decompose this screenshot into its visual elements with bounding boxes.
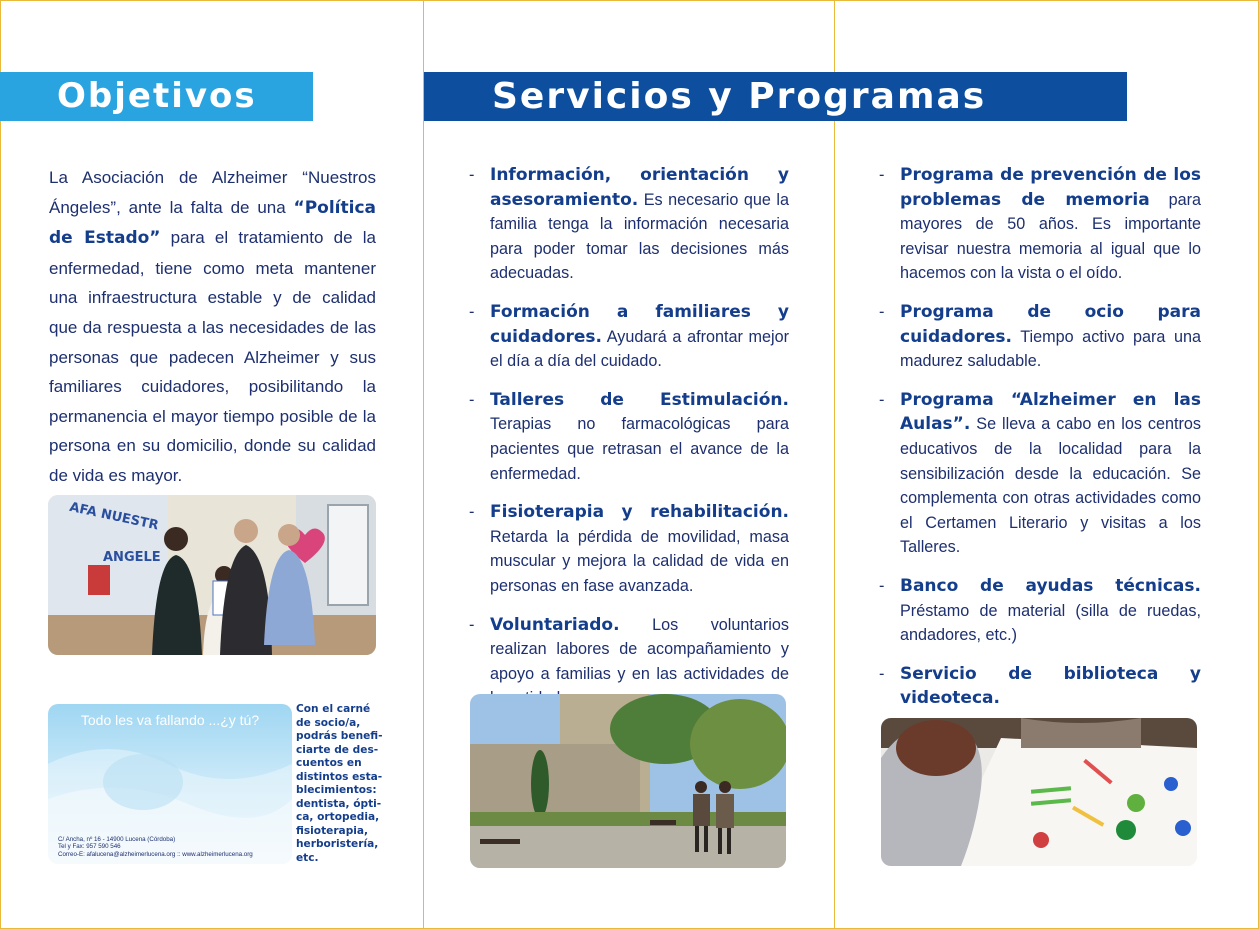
card-note: Con el carné de socio/a, podrás benefi- ciarte de des- cuentos en distintos esta- blecimientos: dentista, ópti- ca, ortopedia, fisioterapia, herboristería, etc. (296, 703, 383, 864)
list-dash: - (469, 615, 475, 634)
intro-text-1: La Asociación de Alzheimer “Nuestros Ángeles”, ante la falta de una (49, 168, 376, 217)
list-dash: - (879, 166, 885, 184)
service-text: Los voluntarios realizan labores de acompañamiento y apoyo a familias y en las actividades de (490, 615, 789, 683)
service-title: Información, orientación y asesoramiento. (490, 165, 789, 210)
list-dash: - (879, 390, 885, 409)
sign-line-1: AFA NUESTR (68, 499, 160, 534)
intro-text-2: para el tratamiento de la enfermedad, tiene como meta mantener una infraestructura estable y de calidad que da respuesta a las necesidades de las personas que padecen Alzheimer y sus familiares cuidadores, posibilitando la permanencia el mayor tiempo posible de la persona en su domicilio, donde su calidad de vida es mayor. (49, 228, 376, 485)
services-middle-list (469, 163, 789, 711)
service-text: Tiempo activo para una madurez saludable. (900, 327, 1201, 371)
service-text: Se lleva a cabo en los centros educativos de la localidad para la sensibilización desde la educación. Se complementa con otras actividades como el Certamen Literario y visitas a los Talleres. (900, 415, 1201, 557)
service-title: Banco de ayudas técnicas. (900, 575, 1201, 596)
service-item (879, 662, 1201, 711)
card-phone: Tel y Fax: 957 590 546 (58, 843, 121, 851)
service-title: Formación a familiares y cuidadores. (490, 301, 789, 347)
services-right-list (879, 163, 1201, 711)
workshop-photo (881, 718, 1197, 866)
service-text: Préstamo de material (silla de ruedas, andadores, etc.) (900, 601, 1201, 645)
list-dash: - (879, 664, 885, 683)
card-address: C/ Ancha, nº 16 - 14900 Lucena (Córdoba) (58, 836, 176, 843)
service-title: Servicio de biblioteca y videoteca. (900, 663, 1201, 709)
objetivos-banner: Objetivos (0, 72, 313, 121)
list-dash: - (469, 166, 475, 184)
intro-paragraph (49, 163, 376, 491)
service-item (879, 388, 1201, 560)
service-item (469, 163, 789, 286)
association-group-photo (48, 495, 376, 655)
card-email: Correo-E: afalucena@alzheimerlucena.org :: www.alzheimerlucena.org (58, 850, 253, 858)
service-text: Ayudará a afrontar mejor el día a día del cuidado. (490, 327, 789, 371)
list-dash: - (469, 302, 475, 321)
membership-card (48, 704, 292, 864)
list-dash: - (879, 576, 885, 595)
service-text: Es necesario que la familia tenga la información necesaria para poder tomar las decisiones más adecuadas. (490, 190, 789, 283)
service-title: Programa “Alzheimer en las Aulas”. (900, 389, 1201, 435)
intro-bold: “Política de Estado” (49, 197, 376, 249)
servicios-banner: Servicios y Programas (424, 72, 1127, 121)
service-text: para mayores de 50 años. Es importante revisar nuestra memoria al igual que lo hacemos con la vista o el oído. (900, 190, 1201, 283)
service-item (879, 163, 1201, 286)
card-contact (58, 836, 253, 858)
service-title: Voluntariado. (490, 614, 620, 635)
card-title: Todo les va fallando ...¿y tú? (80, 712, 260, 728)
sign-line-2: ANGELE (103, 550, 161, 565)
service-title: Programa de prevención de los problemas de memoria (900, 165, 1201, 210)
service-item (469, 300, 789, 374)
list-dash: - (469, 503, 475, 522)
service-item (879, 300, 1201, 374)
list-dash: - (469, 390, 475, 409)
service-item (469, 500, 789, 598)
list-dash: - (879, 302, 885, 321)
service-title: Fisioterapia y rehabilitación. (490, 502, 789, 523)
service-title: Programa de ocio para cuidadores. (900, 301, 1201, 347)
park-walk-photo (470, 694, 786, 868)
service-item (879, 574, 1201, 648)
service-text: Retarda la pérdida de movilidad, masa muscular y mejora la calidad de vida en personas en fase avanzada. (490, 527, 789, 595)
service-item (469, 388, 789, 486)
service-text: Terapias no farmacológicas para pacientes que retrasan el avance de la enfermedad. (490, 415, 789, 483)
service-title: Talleres de Estimulación. (490, 389, 789, 410)
